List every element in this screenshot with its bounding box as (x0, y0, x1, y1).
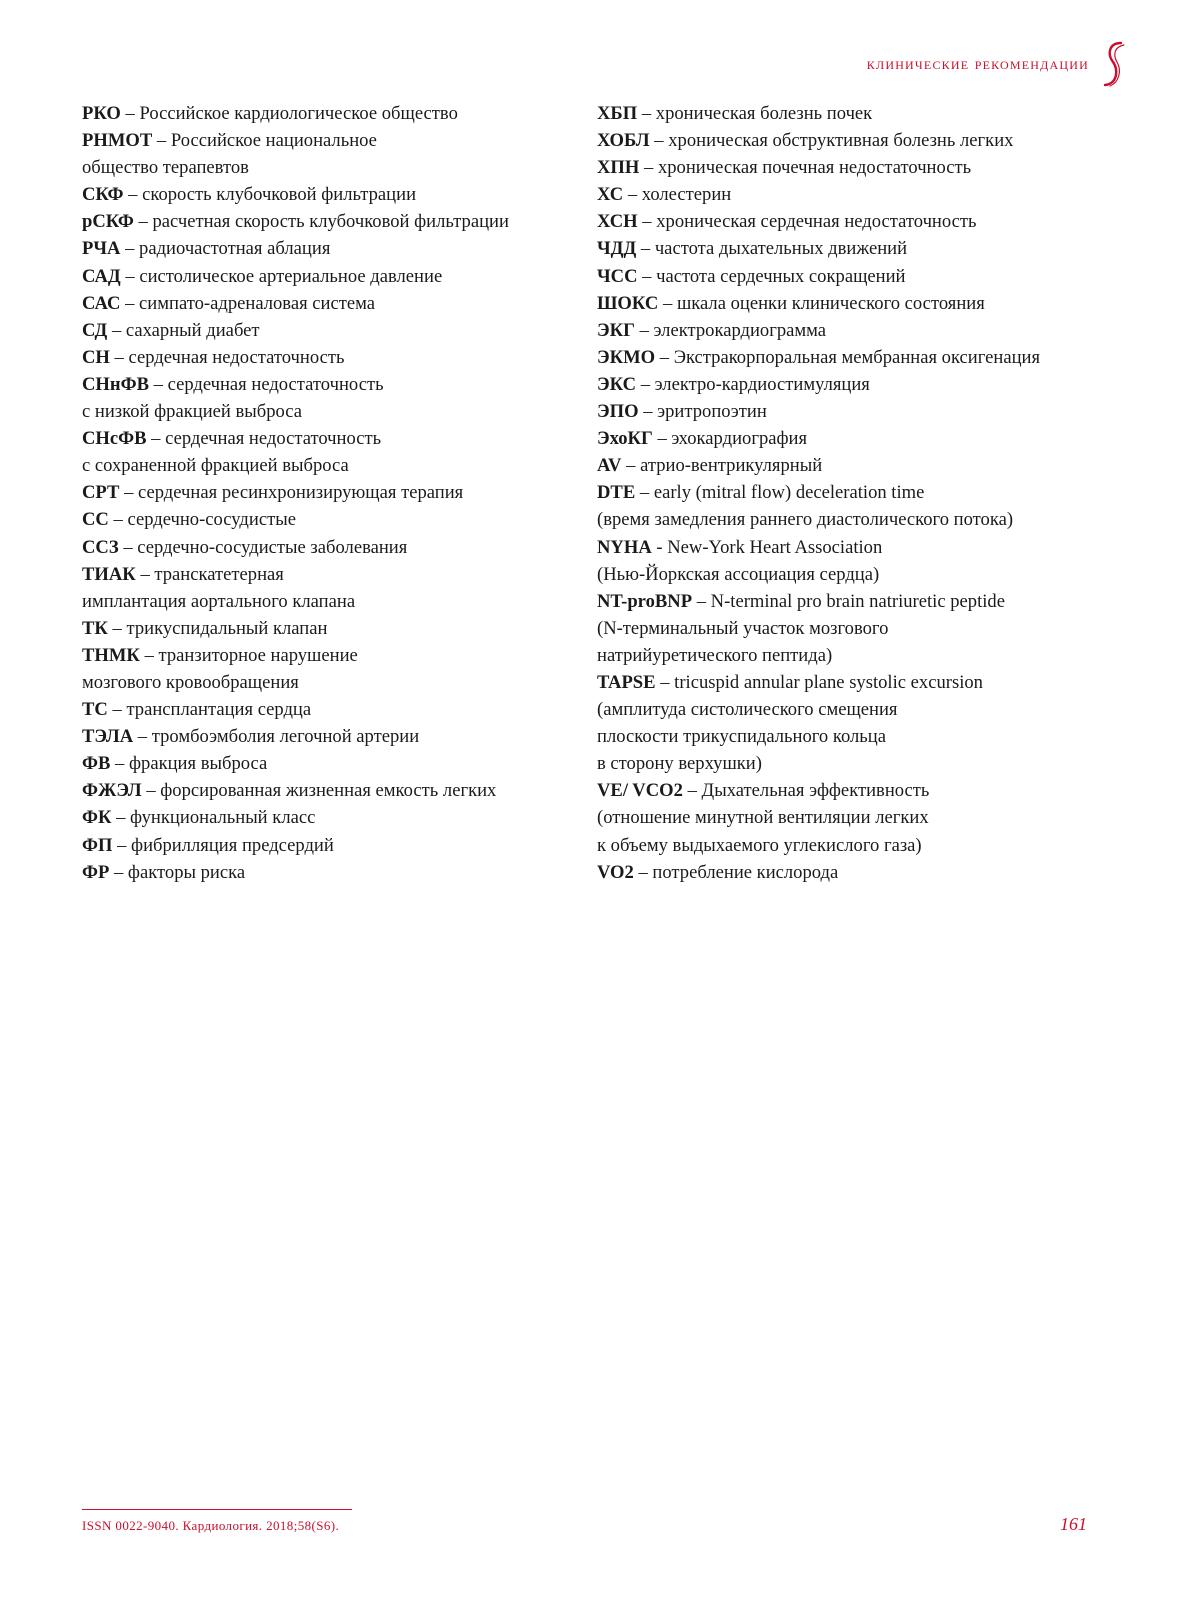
abbreviation-entry (82, 263, 552, 290)
abbreviation-term: ЭПО (597, 401, 639, 423)
abbreviation-term: ТЭЛА (82, 726, 134, 748)
abbreviation-term: ЧДД (597, 238, 637, 260)
entry-line (597, 750, 1117, 777)
entry-line (82, 723, 552, 750)
entry-line (597, 398, 1117, 425)
entry-line (597, 804, 1117, 831)
entry-line (597, 100, 1117, 127)
abbreviation-term: САД (82, 265, 121, 287)
abbreviation-entry (597, 127, 1117, 154)
entry-line (82, 208, 552, 235)
entry-line (82, 696, 552, 723)
entry-line (82, 479, 552, 506)
abbreviation-term: ФВ (82, 753, 111, 775)
footer-citation: ISSN 0022-9040. Кардиология. 2018;58(S6). (82, 1518, 340, 1533)
abbreviation-entry (82, 317, 552, 344)
abbreviation-entry (597, 425, 1117, 452)
abbreviation-definition: – расчетная скорость клубочковой фильтрации (138, 211, 509, 233)
abbreviation-entry (82, 696, 552, 723)
abbreviation-term: ХОБЛ (597, 130, 650, 152)
abbreviation-term: ХПН (597, 157, 640, 179)
abbreviation-definition: – сердечно-сосудистые (113, 509, 296, 531)
abbreviation-term: РЧА (82, 238, 121, 260)
abbreviation-definition: – сердечная ресинхронизирующая терапия (124, 482, 464, 504)
abbreviation-entry (597, 208, 1117, 235)
abbreviation-term: СН (82, 346, 110, 368)
abbreviation-entry (597, 371, 1117, 398)
abbreviation-term: ТНМК (82, 644, 140, 666)
entry-line (597, 777, 1117, 804)
abbreviation-definition: – тромбоэмболия легочной артерии (137, 726, 420, 748)
abbreviation-entry (597, 154, 1117, 181)
entry-line (82, 642, 552, 669)
entry-line (82, 371, 552, 398)
abbreviation-entry (597, 777, 1117, 858)
abbreviation-entry (82, 127, 552, 181)
abbreviation-definition: – сахарный диабет (111, 319, 260, 341)
entry-line (597, 534, 1117, 561)
entry-line (82, 561, 552, 588)
abbreviation-definition: – Российское кардиологическое общество (125, 103, 458, 124)
abbreviation-definition: (амплитуда систолического смещения (597, 699, 898, 721)
abbreviation-definition: – электро-кардиостимуляция (640, 373, 870, 395)
abbreviation-term: ХБП (597, 103, 638, 124)
abbreviation-definition: – эхокардиография (657, 428, 808, 450)
abbreviation-entry (82, 479, 552, 506)
entry-line (82, 290, 552, 317)
abbreviation-term: NT-proBNP (597, 590, 693, 612)
entry-line (82, 777, 552, 804)
entry-line (82, 506, 552, 533)
abbreviation-definition: – симпато-адреналовая система (125, 292, 376, 314)
abbreviation-definition: (N-терминальный участок мозгового (597, 617, 889, 639)
abbreviation-entry (82, 371, 552, 425)
abbreviation-entry (597, 263, 1117, 290)
abbreviation-definition: – Дыхательная эффективность (687, 780, 930, 802)
entry-line (82, 263, 552, 290)
abbreviation-entry (597, 290, 1117, 317)
entry-line (82, 750, 552, 777)
abbreviation-entry (82, 506, 552, 533)
entry-line (82, 425, 552, 452)
abbreviation-definition: – Российское национальное (156, 130, 377, 152)
entry-line (597, 832, 1117, 859)
header-title: клинические рекомендации (866, 54, 1089, 73)
abbreviation-definition: плоскости трикуспидального кольца (597, 726, 886, 748)
abbreviation-entry (597, 534, 1117, 588)
entry-line (82, 100, 552, 127)
abbreviation-term: СНнФВ (82, 373, 149, 395)
abbreviation-definition: – сердечная недостаточность (153, 373, 384, 395)
abbreviation-definition: в сторону верхушки) (597, 753, 762, 775)
entry-line (597, 344, 1117, 371)
abbreviation-definition: – шкала оценки клинического состояния (663, 292, 985, 314)
abbreviation-term: TAPSE (597, 671, 656, 693)
entry-line (597, 588, 1117, 615)
abbreviation-definition: (отношение минутной вентиляции легких (597, 807, 929, 829)
abbreviation-definition: (Нью-Йоркская ассоциация сердца) (597, 563, 880, 585)
abbreviation-definition: мозгового кровообращения (82, 671, 299, 693)
abbreviation-term: ЧСС (597, 265, 638, 287)
abbreviation-entry (82, 859, 552, 886)
entry-line (597, 208, 1117, 235)
entry-line (597, 669, 1117, 696)
abbreviation-term: ТИАК (82, 563, 136, 585)
abbreviation-term: СД (82, 319, 108, 341)
abbreviation-definition: – скорость клубочковой фильтрации (128, 184, 417, 206)
abbreviation-entry (82, 804, 552, 831)
entry-line (597, 452, 1117, 479)
entry-line (82, 669, 552, 696)
abbreviation-entry (82, 723, 552, 750)
entry-line (597, 181, 1117, 208)
abbreviation-entry (597, 669, 1117, 777)
abbreviation-entry (82, 290, 552, 317)
abbreviation-definition: – радиочастотная аблация (125, 238, 331, 260)
abbreviation-term: ЭКМО (597, 346, 656, 368)
abbreviation-term: ХСН (597, 211, 638, 233)
abbreviation-entry (82, 208, 552, 235)
entry-line (597, 859, 1117, 886)
entry-line (82, 534, 552, 561)
abbreviation-entry (82, 777, 552, 804)
entry-line (82, 588, 552, 615)
abbreviation-entry (82, 100, 552, 127)
entry-line (82, 859, 552, 886)
abbreviation-definition: – функциональный класс (116, 807, 316, 829)
entry-line (82, 398, 552, 425)
abbreviation-entry (597, 479, 1117, 533)
abbreviations-right-column (597, 100, 1117, 886)
abbreviation-term: ФП (82, 834, 113, 856)
abbreviation-entry (597, 859, 1117, 886)
entry-line (597, 317, 1117, 344)
abbreviation-definition: – частота дыхательных движений (640, 238, 908, 260)
abbreviation-term: ХС (597, 184, 624, 206)
entry-line (82, 804, 552, 831)
abbreviation-definition: – хроническая почечная недостаточность (644, 157, 972, 179)
entry-line (597, 723, 1117, 750)
entry-line (82, 317, 552, 344)
abbreviation-term: ФК (82, 807, 112, 829)
abbreviation-definition: – транскатетерная (140, 563, 284, 585)
abbreviation-definition: – фракция выброса (115, 753, 268, 775)
abbreviation-term: VE/ VCO2 (597, 780, 683, 802)
entry-line (82, 154, 552, 181)
abbreviation-entry (597, 235, 1117, 262)
abbreviation-term: ТС (82, 699, 108, 721)
abbreviation-definition: – Экстракорпоральная мембранная оксигенация (659, 346, 1041, 368)
abbreviation-definition: – сердечная недостаточность (114, 346, 345, 368)
abbreviation-entry (82, 181, 552, 208)
abbreviation-term: AV (597, 455, 622, 477)
abbreviation-entry (597, 100, 1117, 127)
entry-line (82, 452, 552, 479)
abbreviation-definition: – tricuspid annular plane systolic excursion (660, 671, 983, 693)
abbreviation-term: ЭКГ (597, 319, 635, 341)
abbreviation-term: СКФ (82, 184, 124, 206)
abbreviation-definition: с сохраненной фракцией выброса (82, 455, 349, 477)
abbreviation-definition: – атрио-вентрикулярный (626, 455, 823, 477)
abbreviation-definition: – форсированная жизненная емкость легких (146, 780, 497, 802)
entry-line (597, 127, 1117, 154)
abbreviation-entry (597, 317, 1117, 344)
entry-line (597, 263, 1117, 290)
abbreviation-term: ФЖЭЛ (82, 780, 142, 802)
entry-line (82, 181, 552, 208)
entry-line (82, 615, 552, 642)
abbreviation-definition: – N-terminal pro brain natriuretic peptide (696, 590, 1005, 612)
abbreviation-entry (82, 425, 552, 479)
abbreviation-term: NYHA (597, 536, 652, 558)
abbreviation-term: рСКФ (82, 211, 134, 233)
s-curve-icon (1097, 40, 1131, 88)
abbreviation-entry (82, 344, 552, 371)
abbreviation-definition: – систолическое артериальное давление (125, 265, 443, 287)
abbreviation-definition: – хроническая обструктивная болезнь легких (654, 130, 1014, 152)
abbreviation-entry (82, 615, 552, 642)
abbreviation-definition: – фибрилляция предсердий (117, 834, 334, 856)
footer-divider (82, 1509, 352, 1510)
abbreviation-entry (597, 181, 1117, 208)
abbreviation-definition: – потребление кислорода (638, 861, 839, 883)
entry-line (597, 696, 1117, 723)
entry-line (597, 425, 1117, 452)
abbreviation-term: ФР (82, 861, 110, 883)
abbreviation-definition: общество терапевтов (82, 157, 249, 179)
abbreviation-entry (597, 398, 1117, 425)
abbreviation-entry (82, 642, 552, 696)
abbreviation-term: РКО (82, 103, 121, 124)
abbreviation-term: СНсФВ (82, 428, 147, 450)
abbreviation-definition: – транзиторное нарушение (144, 644, 358, 666)
entry-line (82, 832, 552, 859)
abbreviation-entry (82, 561, 552, 615)
abbreviation-entry (82, 534, 552, 561)
abbreviation-term: DTE (597, 482, 636, 504)
abbreviation-entry (597, 452, 1117, 479)
abbreviation-definition: – сердечно-сосудистые заболевания (123, 536, 408, 558)
abbreviation-definition: – электрокардиограмма (639, 319, 827, 341)
abbreviation-definition: натрийуретического пептида) (597, 644, 833, 666)
abbreviation-definition: к объему выдыхаемого углекислого газа) (597, 834, 922, 856)
abbreviation-definition: – холестерин (627, 184, 732, 206)
abbreviation-term: ССЗ (82, 536, 119, 558)
entry-line (597, 154, 1117, 181)
abbreviation-term: САС (82, 292, 121, 314)
abbreviation-definition: имплантация аортального клапана (82, 590, 356, 612)
abbreviation-entry (597, 588, 1117, 669)
abbreviation-term: ЭхоКГ (597, 428, 653, 450)
abbreviation-term: СС (82, 509, 109, 531)
entry-line (82, 235, 552, 262)
abbreviation-entry (597, 344, 1117, 371)
abbreviation-term: ЭКС (597, 373, 637, 395)
page-header (867, 40, 1131, 88)
abbreviation-definition: – early (mitral flow) deceleration time (639, 482, 925, 504)
abbreviation-definition: – эритропоэтин (643, 401, 767, 423)
abbreviation-definition: – трикуспидальный клапан (112, 617, 328, 639)
entry-line (597, 290, 1117, 317)
entry-line (597, 371, 1117, 398)
abbreviation-definition: – хроническая болезнь почек (641, 103, 873, 124)
entry-line (82, 344, 552, 371)
entry-line (597, 642, 1117, 669)
abbreviation-definition: – хроническая сердечная недостаточность (642, 211, 977, 233)
abbreviation-definition: (время замедления раннего диастолического потока) (597, 509, 1014, 531)
abbreviation-term: ШОКС (597, 292, 659, 314)
abbreviation-definition: - New-York Heart Association (656, 536, 883, 558)
abbreviation-entry (82, 235, 552, 262)
abbreviation-entry (82, 750, 552, 777)
entry-line (82, 127, 552, 154)
abbreviation-definition: с низкой фракцией выброса (82, 401, 303, 423)
page-number: 161 (1060, 1514, 1087, 1534)
abbreviation-definition: – факторы риска (113, 861, 246, 883)
abbreviation-term: ТК (82, 617, 108, 639)
abbreviation-term: РНМОТ (82, 130, 153, 152)
abbreviations-left-column (82, 100, 552, 886)
entry-line (597, 561, 1117, 588)
abbreviation-term: VO2 (597, 861, 634, 883)
abbreviation-term: СРТ (82, 482, 120, 504)
entry-line (597, 615, 1117, 642)
abbreviation-definition: – частота сердечных сокращений (642, 265, 906, 287)
entry-line (597, 479, 1117, 506)
entry-line (597, 506, 1117, 533)
entry-line (597, 235, 1117, 262)
abbreviation-entry (82, 832, 552, 859)
abbreviation-definition: – сердечная недостаточность (151, 428, 382, 450)
abbreviation-definition: – трансплантация сердца (112, 699, 312, 721)
